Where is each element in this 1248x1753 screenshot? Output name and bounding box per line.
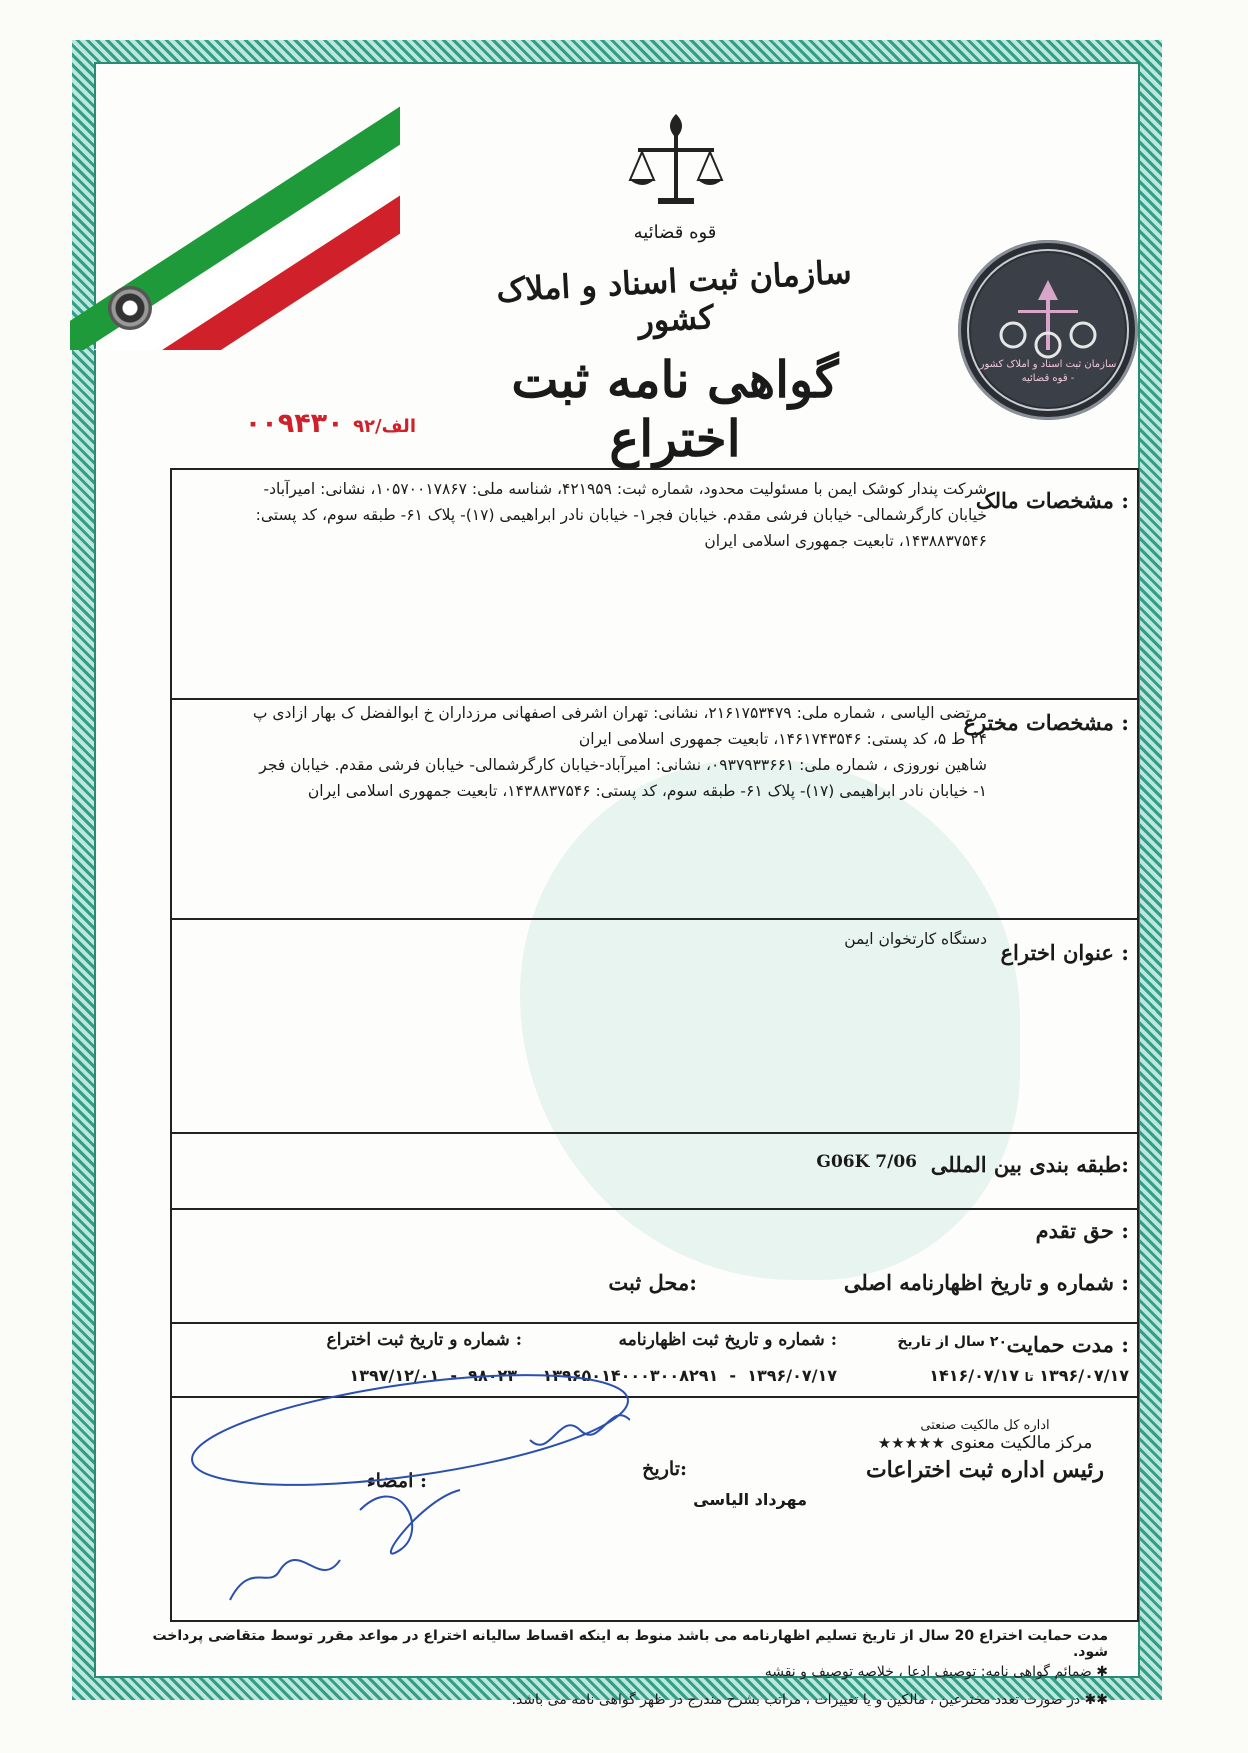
owner-line: شرکت پندار کوشک ایمن با مسئولیت محدود، شماره ثبت: ۴۲۱۹۵۹، شناسه ملی: ۱۰۵۷۰۰۱۷۸۶۷، نشانی: امیرآباد- — [263, 480, 987, 498]
holographic-seal — [958, 240, 1138, 420]
stamp-line-1: اداره کل مالکیت صنعتی — [920, 1418, 1050, 1433]
invention-title-label: عنوان اختراع : — [1000, 940, 1129, 965]
seal-text: سازمان ثبت اسناد و املاک کشور - قوه قضائیه — [979, 359, 1117, 384]
signature-label: امضاء : — [366, 1470, 427, 1492]
protection-row — [172, 1322, 1137, 1324]
classification-row — [172, 1132, 1137, 1134]
application-date: ۱۳۹۶/۰۷/۱۷ — [747, 1366, 837, 1385]
signatory-name: مهرداد الیاسی — [693, 1490, 807, 1509]
organization-name: سازمان ثبت اسناد و املاک کشور — [495, 252, 853, 340]
seal-emblem-icon — [958, 240, 1138, 420]
stamp-line-2: ★★★★★ مرکز مالکیت معنوی — [877, 1433, 1093, 1453]
footer-note-multiple-inventors: ✱✱ در صورت تعدد مخترعین ، مالکین و یا تغییرات ، مراتب بشرح مندرج در ظهر گواهی نامه می باشد. — [511, 1692, 1108, 1708]
registration-info: ۹۸۰۲۳ - ۱۳۹۷/۱۲/۰۱ — [349, 1366, 517, 1385]
protection-duration: ۲۰ سال از تاریخ — [897, 1334, 1007, 1350]
start-date: ۱۳۹۶/۰۷/۱۷ — [1039, 1366, 1129, 1385]
serial-suffix: الف/۹۲ — [353, 416, 416, 437]
application-number-label: شماره و تاریخ ثبت اظهارنامه : — [618, 1330, 837, 1350]
protection-label: مدت حمایت : — [1006, 1332, 1129, 1357]
footer-note-attachments: ✱ ضمائم گواهی نامه: توصیف ادعا ، خلاصه توصیف و نقشه — [764, 1664, 1108, 1680]
owner-label: مشخصات مالک : — [975, 488, 1129, 513]
serial-digits: ۰۰۹۴۳۰ — [244, 408, 344, 439]
registration-date: ۱۳۹۷/۱۲/۰۱ — [349, 1366, 440, 1385]
owner-line: ۱۴۳۸۸۳۷۵۴۶، تابعیت جمهوری اسلامی ایران — [704, 532, 987, 550]
end-date: ۱۴۱۶/۰۷/۱۷ — [929, 1366, 1020, 1385]
classification-label: طبقه بندی بین المللی: — [930, 1152, 1129, 1177]
owner-details — [187, 476, 987, 554]
inventor-line: شاهین نوروزی ، شماره ملی: ۰۹۳۷۹۳۳۶۶۱، نشانی: امیرآباد-خیابان کارگرشمالی- خیابان فرشی مقدم. خیابان فجر — [259, 756, 987, 774]
priority-row — [172, 1208, 1137, 1210]
inventor-line: مرتضی الیاسی ، شماره ملی: ۲۱۶۱۷۵۳۴۷۹، نشانی: تهران اشرفی اصفهانی مرزداران خ ابوالفضل ک بهار ازادی پ — [252, 704, 987, 722]
stamp-stars: ★★★★★ — [877, 1434, 945, 1452]
date-label: تاریخ: — [642, 1458, 687, 1480]
scales-of-justice-emblem-icon — [628, 108, 724, 218]
registration-number-label: شماره و تاریخ ثبت اختراع : — [326, 1330, 522, 1350]
registration-number: ۹۸۰۲۳ — [468, 1366, 517, 1385]
protection-dates — [929, 1366, 1129, 1385]
inventor-line: ۲۴ ط ۵، کد پستی: ۱۴۶۱۷۴۳۵۴۶، تابعیت جمهوری اسلامی ایران — [578, 730, 987, 748]
inventors-details — [187, 700, 987, 804]
invention-title-row — [172, 918, 1137, 920]
end-prefix: تا — [1024, 1370, 1034, 1384]
judiciary-label: قوه قضائیه — [633, 222, 717, 243]
application-info: ۱۳۹۶/۰۷/۱۷ - ۱۳۹۶۵۰۱۴۰۰۰۳۰۰۸۲۹۱ — [542, 1366, 837, 1385]
binding-grommet-icon — [108, 286, 152, 330]
application-number: ۱۳۹۶۵۰۱۴۰۰۰۳۰۰۸۲۹۱ — [542, 1366, 719, 1385]
priority-label: حق تقدم : — [1035, 1218, 1129, 1243]
classification-value: G06K 7/06 — [816, 1152, 917, 1172]
official-title: رئیس اداره ثبت اختراعات — [865, 1457, 1105, 1483]
original-filing-label: شماره و تاریخ اظهارنامه اصلی : — [843, 1270, 1129, 1295]
serial-number — [190, 408, 430, 439]
place-of-registration-label: محل ثبت: — [608, 1270, 697, 1295]
certificate-title: گواهی نامه ثبت اختراع — [511, 350, 839, 468]
owner-line: خیابان کارگرشمالی- خیابان فرشی مقدم. خیابان فجر۱- خیابان نادر ابراهیمی (۱۷)- پلاک ۶۱- طبقه سوم، کد پستی: — [255, 506, 987, 524]
invention-title-value: دستگاه کارتخوان ایمن — [844, 930, 987, 948]
footer-note-protection: مدت حمایت اختراع 20 سال از تاریخ تسلیم اظهارنامه می باشد منوط به اینکه اقساط سالیانه اختراع در مواعد مقرر توسط متقاضی پرداخت شود. — [152, 1628, 1108, 1660]
inventors-label: مشخصات مخترع : — [963, 710, 1129, 735]
handwritten-signature-icon — [160, 1360, 630, 1620]
office-stamp — [860, 1418, 1110, 1483]
inventor-line: ۱- خیابان نادر ابراهیمی (۱۷)- پلاک ۶۱- طبقه سوم، کد پستی: ۱۴۳۸۸۳۷۵۴۶، تابعیت جمهوری اسلامی ایران — [307, 782, 987, 800]
